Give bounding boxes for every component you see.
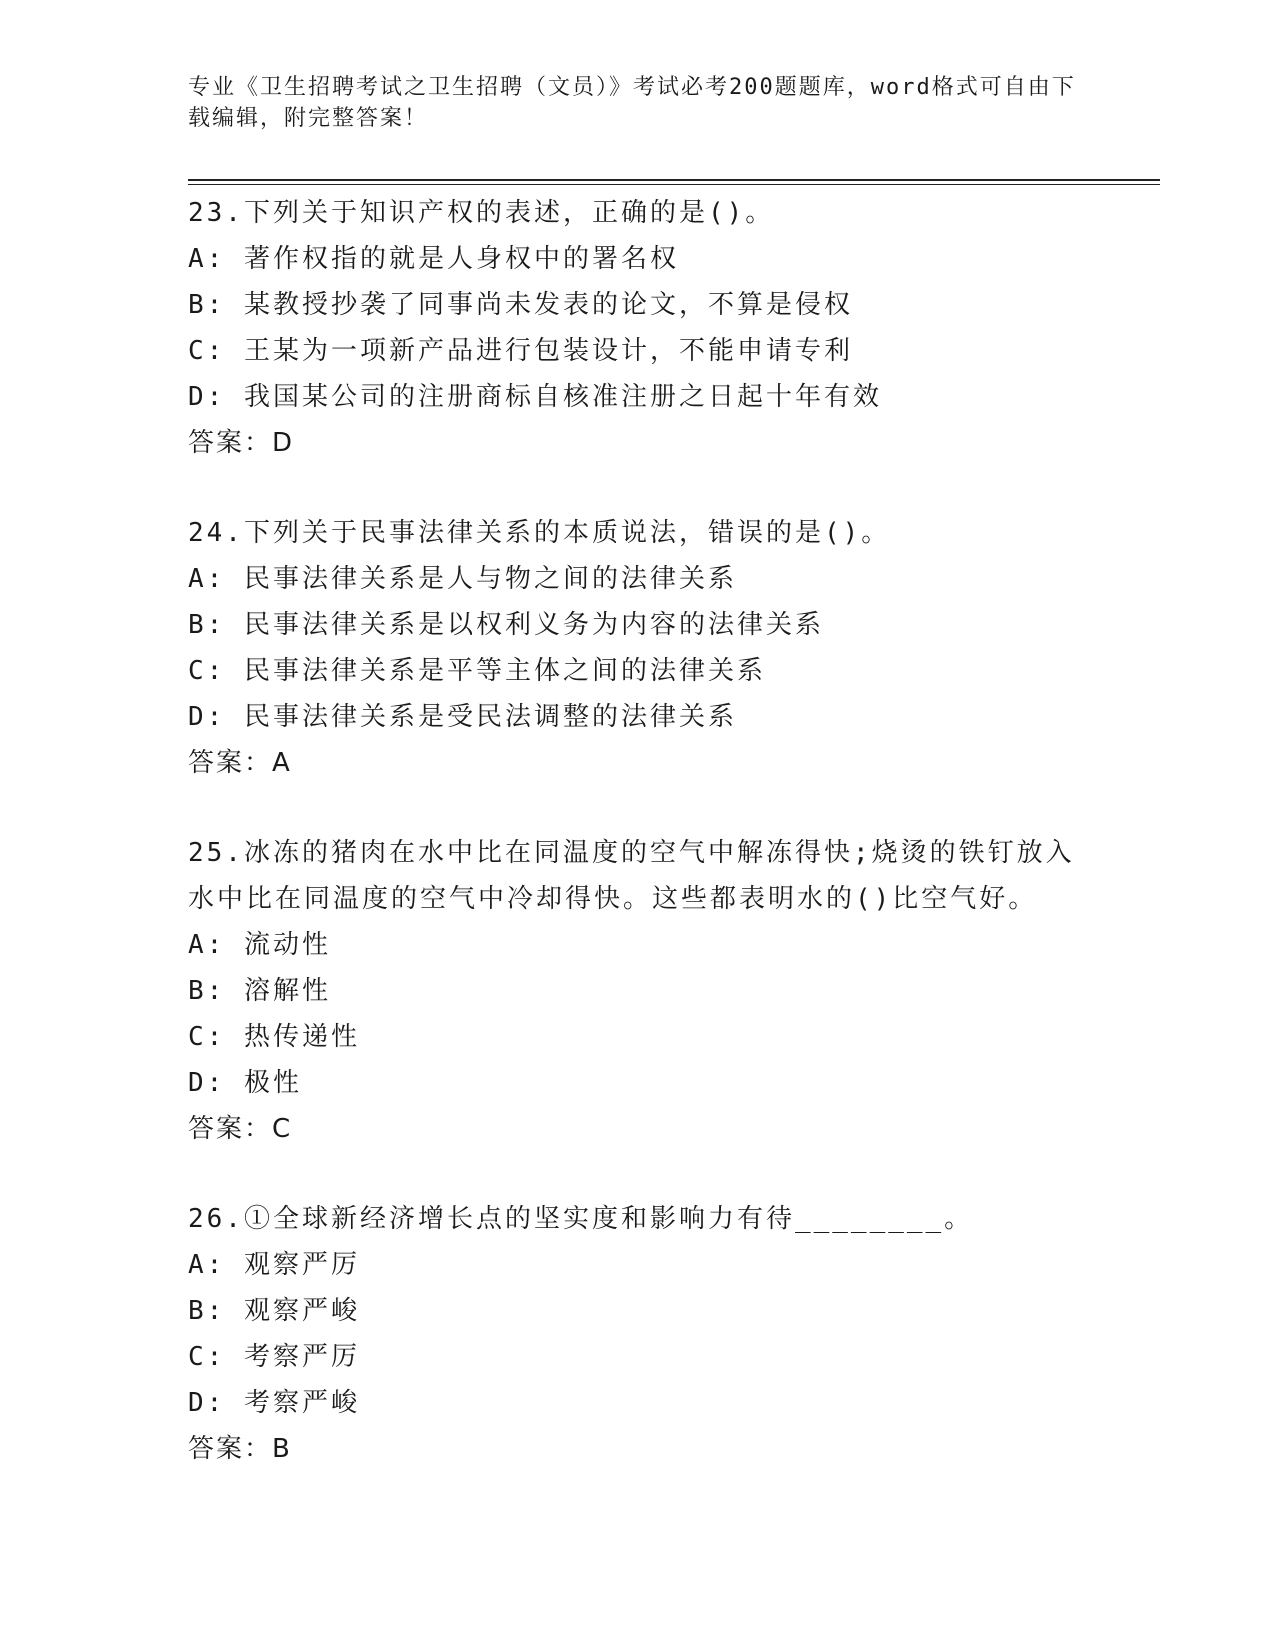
question-24 (188, 510, 1088, 786)
option-b: B: 观察严峻 (188, 1296, 360, 1326)
option-c: C: 热传递性 (188, 1022, 360, 1052)
option-b: B: 民事法律关系是以权利义务为内容的法律关系 (188, 610, 824, 640)
question-list (188, 190, 1088, 1472)
question-spacer (188, 786, 1088, 830)
header-divider-thin (188, 184, 1160, 185)
question-spacer (188, 1152, 1088, 1196)
question-stem: 26.①全球新经济增长点的坚实度和影响力有待________。 (188, 1204, 974, 1234)
answer: 答案：C (188, 1114, 293, 1144)
header-divider-thick (188, 179, 1160, 181)
question-stem: 23.下列关于知识产权的表述，正确的是()。 (188, 198, 775, 228)
option-c: C: 民事法律关系是平等主体之间的法律关系 (188, 656, 766, 686)
option-d: D: 极性 (188, 1068, 302, 1098)
answer: 答案：D (188, 428, 295, 458)
option-a: A: 民事法律关系是人与物之间的法律关系 (188, 564, 737, 594)
question-spacer (188, 466, 1088, 510)
document-header: 专业《卫生招聘考试之卫生招聘（文员）》考试必考200题题库，word格式可自由下载编辑，附完整答案！ (188, 75, 1076, 131)
option-a: A: 著作权指的就是人身权中的署名权 (188, 244, 679, 274)
question-stem: 25.冰冻的猪肉在水中比在同温度的空气中解冻得快;烧烫的铁钉放入水中比在同温度的空气中冷却得快。这些都表明水的()比空气好。 (188, 838, 1075, 914)
option-d: D: 我国某公司的注册商标自核准注册之日起十年有效 (188, 382, 882, 412)
question-stem: 24.下列关于民事法律关系的本质说法，错误的是()。 (188, 518, 891, 548)
question-23 (188, 190, 1088, 466)
answer: 答案：A (188, 748, 292, 778)
question-25 (188, 830, 1088, 1152)
option-b: B: 溶解性 (188, 976, 331, 1006)
answer: 答案：B (188, 1434, 292, 1464)
option-a: A: 流动性 (188, 930, 331, 960)
option-b: B: 某教授抄袭了同事尚未发表的论文，不算是侵权 (188, 290, 853, 320)
option-a: A: 观察严厉 (188, 1250, 360, 1280)
option-c: C: 考察严厉 (188, 1342, 360, 1372)
option-d: D: 考察严峻 (188, 1388, 360, 1418)
option-d: D: 民事法律关系是受民法调整的法律关系 (188, 702, 737, 732)
question-26 (188, 1196, 1088, 1472)
option-c: C: 王某为一项新产品进行包装设计，不能申请专利 (188, 336, 853, 366)
